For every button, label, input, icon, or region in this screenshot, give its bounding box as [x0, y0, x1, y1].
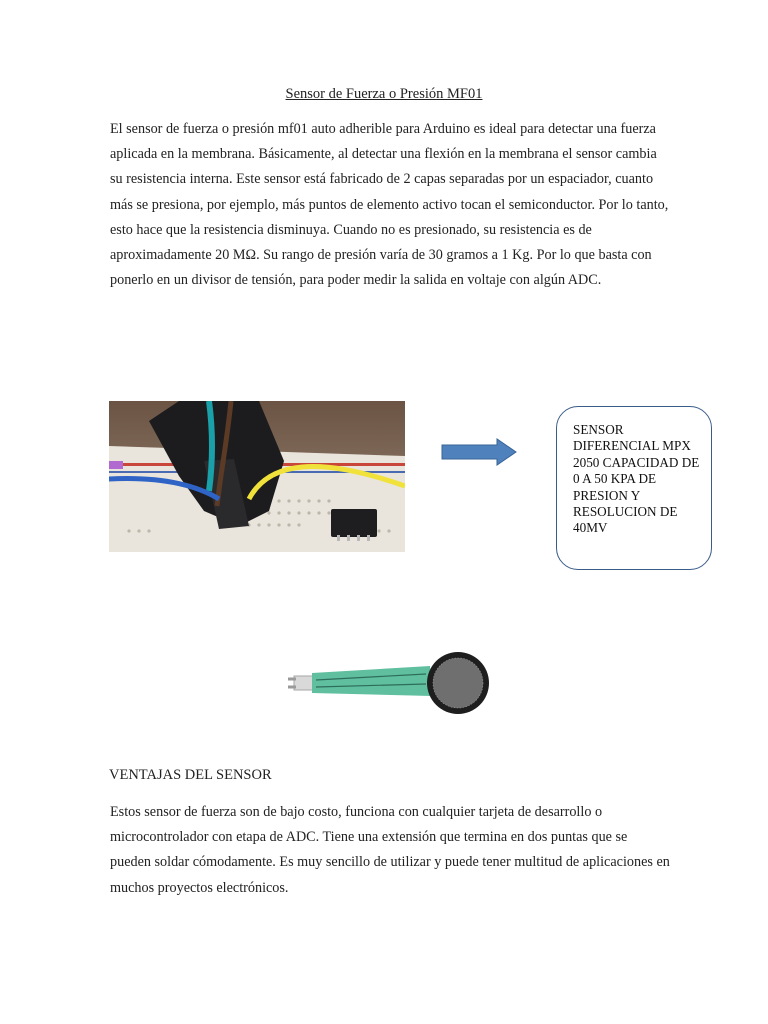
right-arrow-icon — [441, 438, 517, 466]
advantages-paragraph: Estos sensor de fuerza son de bajo costo, funciona con cualquier tarjeta de desarrollo o microcontrolador con etapa de ADC. Tiene una extensión que termina en dos puntas que se pueden soldar cómodamente. Es muy sencillo de utilizar y puede tener multitud de aplicaciones en muchos proyectos electrónicos. — [110, 804, 670, 896]
intro-paragraph: El sensor de fuerza o presión mf01 auto adherible para Arduino es ideal para detectar una fuerza aplicada en la membrana. Básicamente, al detectar una flexión en la membrana el sensor cambia su resistencia interna. Este sensor está fabricado de 2 capas separadas por un espaciador, cuanto más se presiona, por ejemplo, más puntos de elemento activo tocan el semiconductor. Por lo tanto, esto hace que la resistencia disminuya. Cuando no es presionado, su resistencia es de aproximadamente 20 MΩ. Su rango de presión varía de 30 gramos a 1 Kg. Por lo que basta con ponerlo en un divisor de tensión, para poder medir la salida en voltaje con algún ADC. — [110, 121, 669, 289]
force-sensor-photo — [280, 610, 490, 755]
document-title: Sensor de Fuerza o Presión MF01 — [285, 86, 483, 102]
sensor-callout-box: SENSOR DIFERENCIAL MPX 2050 CAPACIDAD DE 0 A 50 KPA DE PRESION Y RESOLUCION DE 40MV — [556, 406, 712, 570]
section-heading: VENTAJAS DEL SENSOR — [109, 767, 272, 783]
breadboard-sensor-photo — [109, 401, 405, 552]
